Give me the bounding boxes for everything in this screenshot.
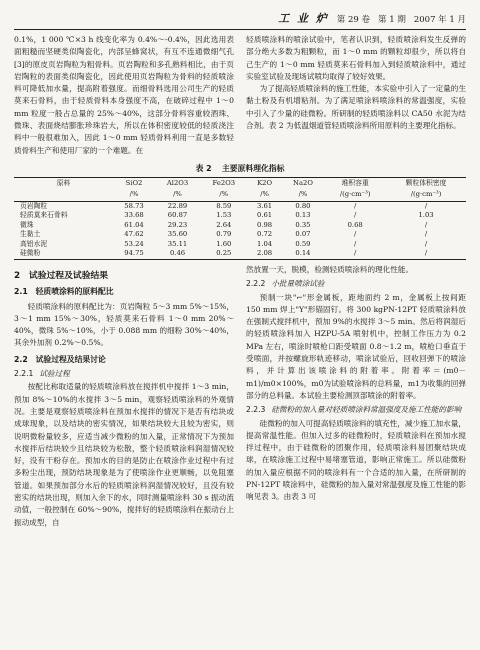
table-cell: / bbox=[386, 249, 466, 259]
table-unit-cell: /% bbox=[155, 189, 200, 201]
table-header-cell: K2O bbox=[248, 177, 282, 189]
table-cell: 1.53 bbox=[216, 211, 232, 220]
top-right-column bbox=[246, 34, 466, 157]
table-row bbox=[14, 249, 466, 259]
table-cell: / bbox=[324, 249, 386, 259]
table-cell: 1.60 bbox=[216, 239, 232, 248]
body-paragraph: 然放置一天，脱模，检测轻质喷涂料的理化性能。 bbox=[246, 264, 414, 274]
table-cell: 0.13 bbox=[295, 211, 311, 220]
table-header-row bbox=[14, 177, 466, 189]
heading-number: 2.2.3 bbox=[246, 405, 266, 415]
table-cell: / bbox=[354, 201, 357, 210]
body-paragraph: 预制一块"⌐"形金属板，距地面约 2 m，金属板上按间距 150 mm 焊上"Y"形锚固钉。将 300 kgPN-12PT 轻质喷涂料放在强制式搅拌机中，预加 9%的水搅拌 3～5 min。然后将润湿后的轻质喷涂料加入 HZPU-5A 喷射机中，控制工作压力为 0.2 MPa 左右，喷涂时喷枪口距受喷面 0.8～1.2 m，喷枪口垂直于受喷面，并按螺旋形轨迹移动，喷涂试验后，回收回弹下的喷涂料，并计算出该喷涂料的附着率。附着率＝(m0－m1)/m0×100%，m0为试验喷涂料的总料量，m1为收集的回弹部分的总料量。本试验主要检测顶部喷涂的附着率。 bbox=[246, 292, 466, 400]
table-cell: 1.04 bbox=[257, 239, 273, 248]
table-cell: / bbox=[354, 230, 357, 239]
table-cell: 2.08 bbox=[248, 249, 282, 259]
table-unit-cell: /(g·cm⁻³) bbox=[324, 189, 386, 201]
table-cell: / bbox=[354, 211, 357, 220]
table-unit-cell bbox=[14, 189, 113, 201]
journal-date: 2007 年 1 月 bbox=[413, 15, 466, 25]
table-row-label: 页岩陶粒 bbox=[20, 201, 48, 210]
heading-number: 2.2.2 bbox=[246, 279, 266, 289]
table-unit-cell: /% bbox=[113, 189, 155, 201]
table-header-cell: Na2O bbox=[282, 177, 325, 189]
table-grid bbox=[14, 177, 466, 260]
table-cell: 47.62 bbox=[124, 230, 144, 239]
table-header-cell: Al2O3 bbox=[155, 177, 200, 189]
table-cell: 35.60 bbox=[167, 230, 188, 239]
table-row bbox=[14, 230, 466, 240]
table-header-cell: 堆积容重 bbox=[324, 177, 386, 189]
table-cell: 33.68 bbox=[124, 211, 144, 220]
table-unit-cell: /% bbox=[200, 189, 247, 201]
body-paragraph: 硅微粉的加入可提高轻质喷涂料的填充性，减少施工加水量，提高常温性能。但加入过多的硅微粉时，轻质喷涂料在预加水搅拌过程中，由于硅微粉的团聚作用，轻质喷涂料易团聚结块成球，在喷涂施工过程中易堵塞管道，影响正常施工。所以硅微粉的加入量应根据不同的喷涂料有一个合适的加入量，在所研制的 PN-12PT 喷涂料中，硅微粉的加入量对常温强度及施工性能的影响见表 3。由表 3 可 bbox=[246, 418, 466, 502]
table-unit-cell: /(g·cm⁻³) bbox=[386, 189, 466, 201]
table-cell: 29.23 bbox=[167, 220, 188, 229]
body-paragraph: 0.1%，1 000 ℃×3 h 线变化率为 0.4%～-0.4%，因此选用表面粗糙而坚硬类似陶瓷化，内部呈蜂窝状，有互不连通微细气孔[3]的原皮页岩陶粒为粗骨料。页岩陶粒和多孔熟料相比，由于页岩陶粒的表面类似陶瓷化，因此使用页岩陶粒为骨料的轻质喷涂料可降低加水量，提高附着强度。而细骨料选用公司生产的轻质莫来石骨料，由于轻质骨料本身强度不高，在破碎过程中 1～0 mm 粒度一般占总量的 25%～40%，这部分骨料容重较酒珠、微珠、表面烧结膨胀珍珠岩大，所以在体积密度较低的轻质浇注料中一般很难加入，因此 1～0 mm 轻质骨料利用一直是多数轻质骨料生产和使用厂家的一个难题。在 bbox=[14, 35, 234, 155]
top-left-column bbox=[14, 34, 234, 157]
table-cell: / bbox=[424, 230, 428, 239]
table-cell: 0.72 bbox=[257, 230, 273, 239]
table-cell: 0.98 bbox=[257, 220, 273, 229]
table-cell: 60.87 bbox=[167, 211, 188, 220]
table-cell: 0.14 bbox=[282, 249, 325, 259]
table-cell: 8.59 bbox=[216, 201, 232, 210]
body-paragraph: 轻质喷涂料的喷涂试验中，笔者认识到，轻质喷涂料发生反弹的部分绝大多数为粗颗粒，而 1～0 mm 的颗粒却很少，所以将自己生产的 1～0 mm 轻质莫来石骨料加入到轻质喷涂料中，通过实验室试验及现场试喷均取得了较好效果。 bbox=[246, 35, 466, 81]
bottom-left-column bbox=[14, 264, 234, 529]
heading-text: 小批量喷涂试验 bbox=[271, 279, 325, 289]
table-title: 主要原料理化指标 bbox=[222, 163, 285, 173]
subsection-heading: 2.2 试验过程及结果讨论 bbox=[14, 354, 106, 364]
table-cell: 2.64 bbox=[216, 220, 232, 229]
body-paragraph: 按配比称取适量的轻质喷涂料放在搅拌机中搅拌 1～3 min，预加 8%～10%的水搅拌 3～5 min，观察轻质喷涂料的外观情况。主要是观察轻质喷涂料在预加水搅拌的情况下是否有结块或成球现象，以及结块的密实情况，如果结块较大且较为密实，则说明微粉量较多，应适当减少微粉的加入量，正常情况下为预加水搅拌后结块较少且结块较为松散，整个轻质喷涂料润湿情况较好，没有干粉存在。预加水的目的是防止在喷涂作业过程中有过多粉尘出现，预防结块现象是为了使喷涂作业更顺畅，以免阻塞管道。如果预加部分水后的轻质喷涂料润湿情况较好，且没有较密实的结块出现，则加入余下的水，同时测量喷涂料 30 s 振动流动值，一般控制在 60%～90%，搅拌好的轻质喷涂料在振动台上振动成型，自 bbox=[14, 382, 234, 527]
subsection-heading: 2.1 轻质喷涂料的原料配比 bbox=[14, 287, 114, 297]
table-cell: 0.46 bbox=[155, 249, 200, 259]
table-cell: / bbox=[354, 239, 357, 248]
table-row bbox=[14, 211, 466, 221]
body-paragraph: 为了提高轻质喷涂料的施工性能，本实验中引入了一定量的生黏土粉及有机增粘剂。为了满足喷涂料喷涂料的常温强度，实验中引入了少量的硅微粉。所研制的轻质喷涂料以 CA50 水泥为结合剂。表 2 为低温烟道管轻质喷涂料所用原料的主要理化指标。 bbox=[246, 84, 466, 131]
table-cell: 0.61 bbox=[257, 211, 273, 220]
table-header-cell: 原料 bbox=[14, 177, 113, 189]
table-unit-row bbox=[14, 189, 466, 201]
table-cell: / bbox=[424, 239, 428, 248]
table-cell: 3.61 bbox=[257, 201, 273, 210]
bottom-right-column bbox=[246, 264, 466, 529]
table-row-label: 轻质莫来石骨料 bbox=[20, 211, 68, 220]
table-row-label: 生黏土 bbox=[20, 230, 41, 239]
table-row bbox=[14, 201, 466, 211]
table-row bbox=[14, 240, 466, 250]
table-cell: 0.80 bbox=[295, 201, 311, 210]
table-body bbox=[14, 201, 466, 259]
table-cell: 0.59 bbox=[295, 239, 311, 248]
heading-text: 硅微粉的加入量对轻质喷涂料常温强度及施工性能的影响 bbox=[271, 405, 462, 415]
table-cell: / bbox=[424, 220, 428, 229]
table-cell: 0.79 bbox=[216, 230, 232, 239]
table-row-label: 硅微粉 bbox=[14, 249, 113, 259]
heading-number: 2.2.1 bbox=[14, 369, 34, 379]
subsubsection-heading bbox=[246, 278, 466, 290]
bottom-columns bbox=[14, 264, 466, 529]
section-heading: 2 试验过程及试验结果 bbox=[14, 270, 109, 281]
subsubsection-heading bbox=[246, 404, 466, 416]
table-cell: 0.25 bbox=[200, 249, 247, 259]
table-cell: 1.03 bbox=[418, 211, 434, 220]
table-cell: 35.11 bbox=[167, 239, 188, 248]
table-cell: 22.89 bbox=[167, 201, 188, 210]
table-cell: 53.24 bbox=[124, 239, 144, 248]
table-caption bbox=[14, 163, 466, 174]
table-row-label: 微珠 bbox=[20, 220, 34, 229]
body-paragraph: 轻质喷涂料的原料配比为：页岩陶粒 5～3 mm 5%～15%，3～1 mm 15%～30%，轻质莫来石骨料 1～0 mm 20%～40%，微珠 5%～10%，小于 0.088 mm 的细粉 30%～40%，其余外加剂 0.2%～0.5%。 bbox=[14, 301, 234, 348]
running-header bbox=[14, 10, 466, 30]
table-cell: 61.04 bbox=[124, 220, 144, 229]
table-cell: 0.68 bbox=[347, 220, 363, 229]
top-columns bbox=[14, 34, 466, 157]
table-number: 表 2 bbox=[195, 163, 212, 173]
table-header-cell: SiO2 bbox=[113, 177, 155, 189]
subsubsection-heading bbox=[14, 368, 234, 380]
table-row bbox=[14, 221, 466, 231]
journal-issue: 第 1 期 bbox=[378, 15, 406, 25]
material-properties-table bbox=[14, 177, 466, 260]
heading-text: 试验过程 bbox=[39, 369, 70, 379]
table-cell: 0.35 bbox=[295, 220, 311, 229]
journal-name: 工 业 炉 bbox=[278, 12, 329, 25]
table-row-label: 高铝水泥 bbox=[20, 239, 48, 248]
table-cell: 0.07 bbox=[295, 230, 311, 239]
table-cell: / bbox=[424, 201, 428, 210]
table-header-cell: Fe2O3 bbox=[200, 177, 247, 189]
journal-volume: 第 29 卷 bbox=[336, 15, 371, 25]
table-cell: 58.73 bbox=[124, 201, 144, 210]
table-header-cell: 颗粒体积密度 bbox=[386, 177, 466, 189]
paper-page bbox=[14, 10, 466, 642]
table-unit-cell: /% bbox=[248, 189, 282, 201]
table-cell: 94.75 bbox=[113, 249, 155, 259]
table-unit-cell: /% bbox=[282, 189, 325, 201]
